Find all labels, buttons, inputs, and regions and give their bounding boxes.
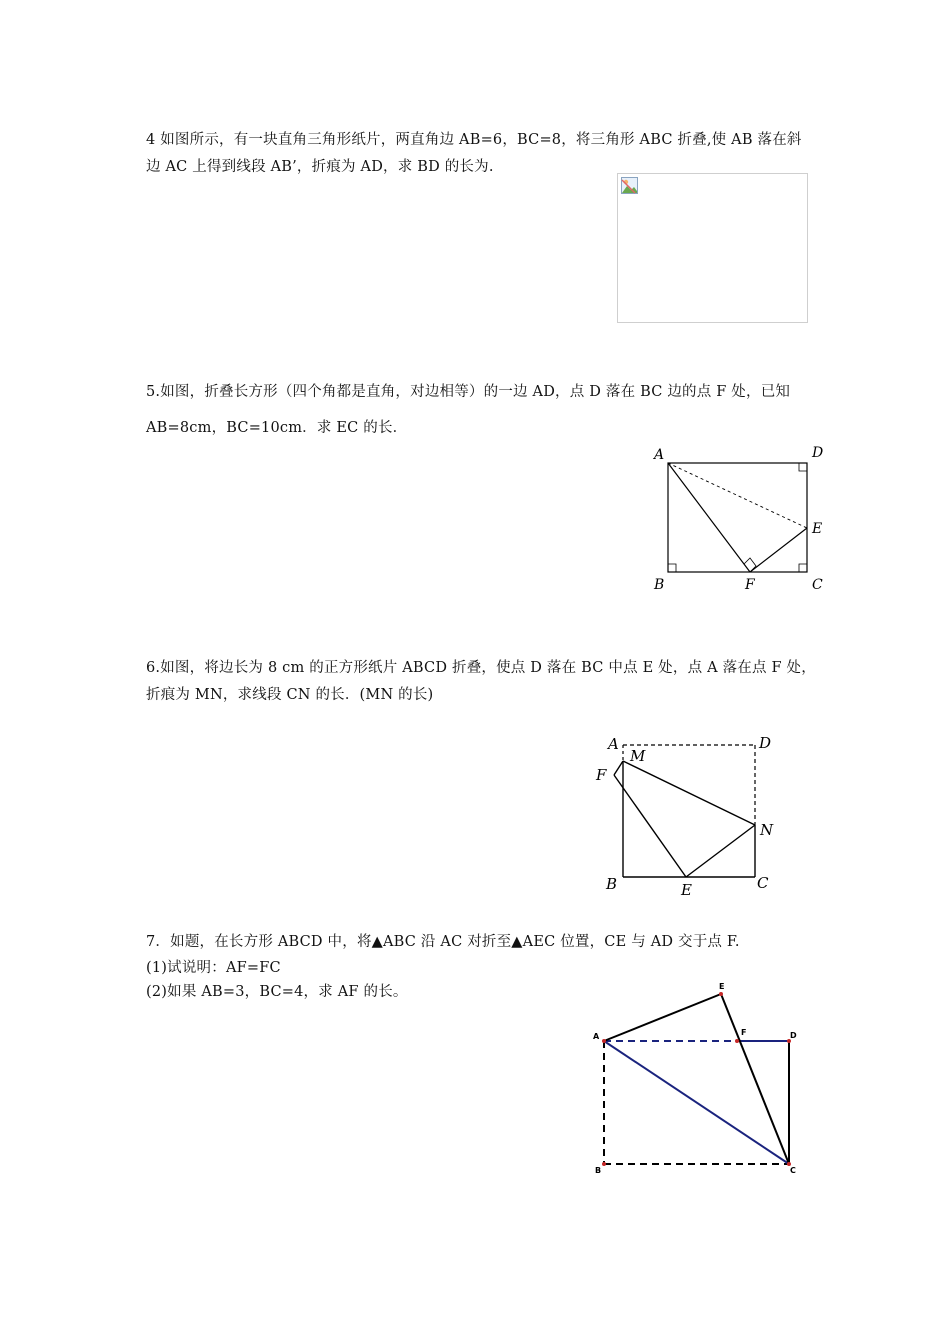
label-a: A	[608, 735, 619, 753]
point-f	[735, 1039, 739, 1043]
q7-text-line1: 7．如题，在长方形 ABCD 中，将▲ABC 沿 AC 对折至▲AEC 位置，CE 与 AD 交于点 F.	[146, 934, 740, 950]
point-e	[719, 992, 723, 996]
label-n: N	[760, 821, 774, 839]
label-d: D	[812, 445, 824, 461]
q6-text-line1: 6.如图，将边长为 8 cm 的正方形纸片 ABCD 折叠，使点 D 落在 BC 中点 E 处，点 A 落在点 F 处，	[146, 660, 816, 676]
label-c: C	[757, 874, 769, 892]
right-angle-d	[799, 463, 807, 471]
label-f: F	[596, 766, 607, 784]
q4-figure-placeholder	[617, 173, 808, 323]
label-f: F	[741, 1028, 747, 1037]
right-angle-b	[668, 564, 676, 572]
label-e: E	[681, 881, 692, 899]
q4-text-line2: 边 AC 上得到线段 AB’，折痕为 AD，求 BD 的长为.	[146, 159, 494, 175]
label-b: B	[606, 875, 618, 893]
label-f: F	[745, 577, 755, 593]
segment-ec	[721, 994, 789, 1164]
diagonal-ac	[604, 1041, 789, 1164]
fold-line-ae	[668, 463, 807, 528]
label-a: A	[593, 1032, 600, 1041]
label-b: B	[595, 1166, 602, 1175]
label-e: E	[812, 521, 823, 537]
q7-text-line3: (2)如果 AB=3，BC=4，求 AF 的长。	[146, 984, 408, 1000]
q5-text-line1: 5.如图，折叠长方形（四个角都是直角，对边相等）的一边 AD，点 D 落在 BC 边的点 F 处，已知	[146, 384, 791, 400]
label-d: D	[790, 1031, 797, 1040]
point-b	[602, 1162, 606, 1166]
segment-fe	[614, 775, 686, 877]
segment-fm	[614, 761, 623, 775]
point-a	[602, 1039, 606, 1043]
segment-fe	[750, 528, 807, 572]
q6-square-fold-figure	[590, 728, 790, 903]
broken-image-icon	[621, 177, 638, 194]
q5-rectangle-fold-figure	[640, 440, 840, 600]
q7-text-line2: (1)试说明：AF=FC	[146, 960, 281, 976]
label-b: B	[654, 577, 665, 593]
q7-rectangle-fold-figure	[585, 978, 810, 1183]
label-e: E	[719, 982, 725, 991]
q6-text-line2: 折痕为 MN，求线段 CN 的长．(MN 的长)	[146, 687, 434, 703]
segment-en	[686, 825, 755, 877]
segment-af	[668, 463, 750, 572]
label-c: C	[812, 577, 823, 593]
right-angle-f	[744, 558, 756, 572]
label-a: A	[654, 447, 665, 463]
segment-ae	[604, 994, 721, 1041]
q5-text-line2: AB=8cm，BC=10cm．求 EC 的长．	[146, 420, 408, 436]
label-d: D	[759, 734, 772, 752]
q4-text-line1: 4 如图所示，有一块直角三角形纸片，两直角边 AB=6，BC=8，将三角形 ABC 折叠,使 AB 落在斜	[146, 132, 802, 148]
label-m: M	[630, 747, 646, 765]
label-c: C	[790, 1166, 796, 1175]
right-angle-c	[799, 564, 807, 572]
